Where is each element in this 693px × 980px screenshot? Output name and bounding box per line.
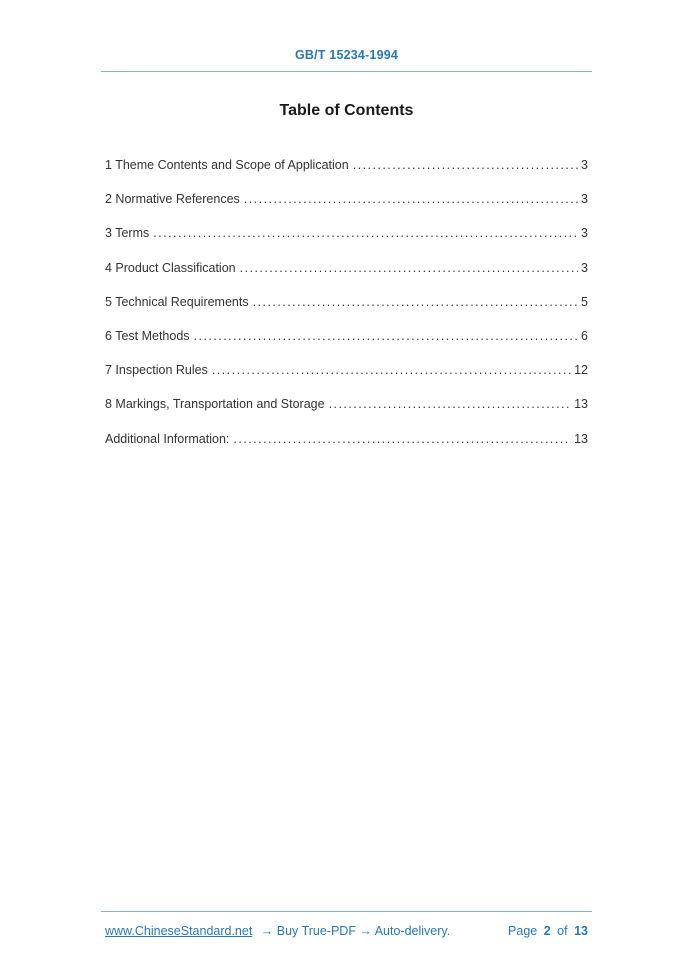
toc-entry-page: 3 bbox=[581, 260, 588, 275]
toc-dot-leader bbox=[194, 329, 579, 343]
table-of-contents bbox=[105, 158, 588, 466]
footer-rule bbox=[101, 911, 592, 912]
toc-entry-label: 3 Terms bbox=[105, 226, 150, 241]
toc-entry bbox=[105, 432, 588, 466]
toc-dot-leader bbox=[253, 295, 578, 309]
page-indicator-current: 2 bbox=[543, 924, 551, 938]
page-indicator-label: Page bbox=[508, 924, 538, 938]
toc-entry-label: 8 Markings, Transportation and Storage bbox=[105, 397, 325, 412]
toc-entry-label: 6 Test Methods bbox=[105, 328, 190, 343]
toc-entry-label: 1 Theme Contents and Scope of Application bbox=[105, 158, 349, 172]
toc-entry-page: 6 bbox=[581, 328, 588, 343]
toc-entry-page: 3 bbox=[581, 192, 588, 207]
toc-entry bbox=[105, 295, 588, 329]
toc-entry bbox=[105, 397, 588, 431]
toc-entry bbox=[105, 363, 588, 397]
toc-dot-leader bbox=[329, 397, 572, 411]
standard-code: GB/T 15234-1994 bbox=[294, 48, 399, 62]
toc-dot-leader bbox=[153, 226, 578, 240]
toc-dot-leader bbox=[244, 192, 578, 206]
toc-entry-page: 3 bbox=[581, 158, 588, 172]
toc-entry-page: 12 bbox=[574, 363, 588, 378]
toc-entry bbox=[105, 158, 588, 192]
toc-entry-label: 7 Inspection Rules bbox=[105, 363, 208, 378]
toc-entry-page: 3 bbox=[581, 226, 588, 241]
toc-entry-page: 5 bbox=[581, 294, 588, 309]
toc-entry bbox=[105, 329, 588, 363]
page-indicator-of: of bbox=[557, 924, 568, 938]
toc-dot-leader bbox=[212, 363, 571, 377]
toc-entry bbox=[105, 226, 588, 260]
footer-tagline: → Buy True-PDF → Auto-delivery. bbox=[260, 924, 451, 938]
toc-dot-leader bbox=[240, 261, 578, 275]
toc-entry-label: 5 Technical Requirements bbox=[105, 294, 249, 309]
page-header bbox=[0, 0, 693, 72]
toc-entry-label: 2 Normative References bbox=[105, 192, 240, 207]
page-title: Table of Contents bbox=[279, 102, 414, 119]
page-indicator bbox=[508, 924, 588, 938]
page-indicator-total: 13 bbox=[574, 924, 588, 938]
toc-entry bbox=[105, 261, 588, 295]
toc-dot-leader bbox=[353, 158, 578, 172]
toc-entry-label: 4 Product Classification bbox=[105, 260, 236, 275]
website-link[interactable]: www.ChineseStandard.net bbox=[105, 924, 253, 938]
toc-entry bbox=[105, 192, 588, 226]
page-footer bbox=[0, 911, 693, 938]
toc-entry-page: 13 bbox=[574, 397, 588, 412]
toc-entry-page: 13 bbox=[574, 431, 588, 446]
header-rule bbox=[101, 71, 592, 72]
toc-entry-label: Additional Information: bbox=[105, 431, 230, 446]
toc-dot-leader bbox=[233, 432, 571, 446]
footer-row bbox=[105, 924, 588, 938]
footer-left bbox=[105, 924, 450, 938]
